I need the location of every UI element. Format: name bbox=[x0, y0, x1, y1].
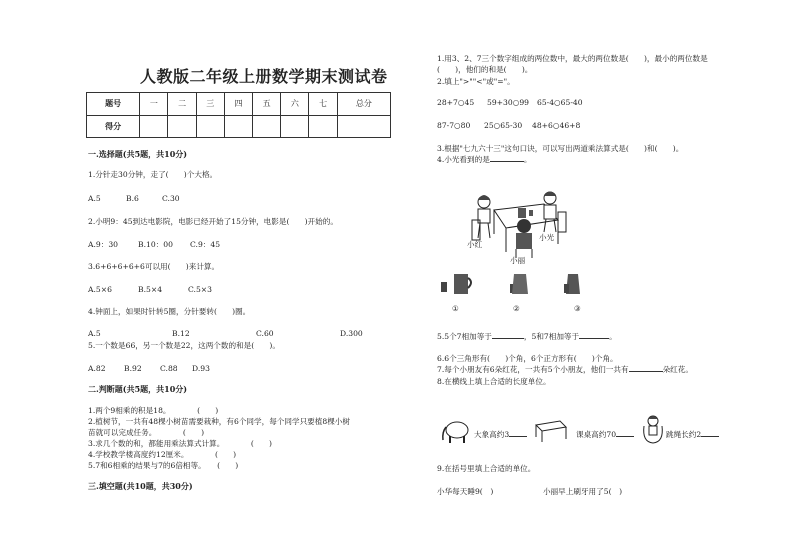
table-scene-illustration bbox=[466, 182, 576, 264]
score-cell-blank[interactable] bbox=[196, 115, 224, 138]
compare-item: 87-7○80 bbox=[437, 121, 471, 130]
option[interactable]: B.10：00 bbox=[138, 240, 173, 249]
question-text: 5.5个7相加等于 ，5和7相加等于 。 bbox=[437, 332, 617, 341]
answer-blank[interactable] bbox=[616, 436, 634, 437]
question-text: 4.学校教学楼高度约12厘米。 ( ) bbox=[88, 450, 237, 459]
score-table-cell: 二 bbox=[168, 93, 196, 116]
elephant-icon bbox=[440, 418, 470, 444]
option[interactable]: B.12 bbox=[172, 329, 190, 338]
question-text: 8.在横线上填上合适的长度单位。 bbox=[437, 377, 551, 386]
option[interactable]: C.60 bbox=[256, 329, 274, 338]
question-label: 朵红花。 bbox=[662, 365, 693, 374]
option[interactable]: B.5×4 bbox=[138, 285, 163, 294]
label-xiaohong: 小红 bbox=[467, 240, 483, 249]
unit-question bbox=[474, 430, 527, 439]
score-table-cell: 四 bbox=[224, 93, 252, 116]
answer-blank[interactable] bbox=[701, 436, 719, 437]
option[interactable]: C.30 bbox=[162, 194, 180, 203]
option[interactable]: C.5×3 bbox=[188, 285, 212, 294]
score-table-cell: 七 bbox=[309, 93, 337, 116]
score-cell-blank[interactable] bbox=[168, 115, 196, 138]
question-text: 小华每天睡9( ) bbox=[437, 487, 494, 496]
answer-blank[interactable] bbox=[490, 161, 524, 162]
score-table-score-row bbox=[87, 115, 391, 138]
option[interactable]: C.88 bbox=[160, 364, 178, 373]
question-text: 2.填上">""<"或"="。 bbox=[437, 77, 515, 86]
score-table-cell: 一 bbox=[140, 93, 168, 116]
score-table-cell: 五 bbox=[253, 93, 281, 116]
label-xiaoli: 小丽 bbox=[510, 256, 526, 265]
question-text: 苗就可以完成任务。 ( ) bbox=[88, 428, 205, 437]
compare-item: 59+30○99 bbox=[487, 98, 529, 107]
section-heading-choice: 一.选择题(共5题，共10分) bbox=[88, 149, 188, 159]
question-text: 9.在括号里填上合适的单位。 bbox=[437, 464, 536, 473]
page-title: 人教版二年级上册数学期末测试卷 bbox=[140, 67, 388, 86]
score-table bbox=[86, 92, 391, 138]
unit-question bbox=[576, 430, 634, 439]
score-table-cell: 总分 bbox=[337, 93, 390, 116]
section-heading-fill: 三.填空题(共10题，共30分) bbox=[88, 481, 193, 491]
option[interactable]: A.5 bbox=[88, 194, 101, 203]
answer-blank[interactable] bbox=[509, 436, 527, 437]
score-cell-blank[interactable] bbox=[281, 115, 309, 138]
question-text: 3.求几个数的和，都能用乘法算式计算。 ( ) bbox=[88, 439, 273, 448]
option[interactable]: B.92 bbox=[124, 364, 142, 373]
jump-rope-child-icon bbox=[642, 414, 664, 444]
option[interactable]: A.82 bbox=[88, 364, 106, 373]
unit-question bbox=[666, 430, 719, 439]
unit-label: 课桌高约70 bbox=[576, 430, 617, 439]
compare-item: 48+6○46+8 bbox=[532, 121, 581, 130]
question-text: 1.两个9相乘的积是18。 ( ) bbox=[88, 406, 219, 415]
question-label: ，5和7相加等于 bbox=[523, 332, 580, 341]
question-text: 3.根据"七九六十三"这句口诀，可以写出两道乘法算式是( )和( )。 bbox=[437, 144, 684, 153]
option[interactable]: A.5 bbox=[88, 329, 101, 338]
question-label: 7.每个小朋友有6朵红花，一共有5个小朋友，他们一共有 bbox=[437, 365, 629, 374]
score-cell-blank[interactable] bbox=[253, 115, 281, 138]
question-text: 1.用3、2、7三个数字组成的两位数中，最大的两位数是( )，最小的两位数是 bbox=[437, 54, 708, 63]
answer-blank[interactable] bbox=[629, 371, 663, 372]
score-cell-blank[interactable] bbox=[337, 115, 390, 138]
option[interactable]: C.9：45 bbox=[190, 240, 221, 249]
option[interactable]: D.300 bbox=[340, 329, 363, 338]
score-table-header-row bbox=[87, 93, 391, 116]
question-text: 小丽早上刷牙用了5( ) bbox=[543, 487, 623, 496]
option[interactable]: D.93 bbox=[192, 364, 210, 373]
question-label: 5.5个7相加等于 bbox=[437, 332, 492, 341]
section-heading-judge: 二.判断题(共5题，共10分) bbox=[88, 384, 188, 394]
unit-label: 大象高约3 bbox=[474, 430, 510, 439]
unit-label: 跳绳长约2 bbox=[666, 430, 702, 439]
question-label: 4.小光看到的是 bbox=[437, 155, 490, 164]
question-text bbox=[437, 365, 693, 374]
choice-label[interactable]: ① bbox=[452, 304, 459, 313]
question-text: 2.植树节，一共有48棵小树苗需要栽种，有6个同学，每个同学只要植8棵小树 bbox=[88, 417, 350, 426]
option[interactable]: B.6 bbox=[126, 194, 139, 203]
question-text: 2.小明9：45到达电影院，电影已经开始了15分钟，电影是( )开始的。 bbox=[88, 217, 338, 226]
score-table-cell: 三 bbox=[196, 93, 224, 116]
choice-label[interactable]: ② bbox=[513, 304, 520, 313]
option[interactable]: A.9：30 bbox=[88, 240, 118, 249]
desk-icon bbox=[534, 419, 568, 443]
answer-blank[interactable] bbox=[579, 338, 609, 339]
score-cell-blank[interactable] bbox=[224, 115, 252, 138]
question-text: 4.钟面上，如果时针转5圈，分针要转( )圈。 bbox=[88, 307, 251, 316]
question-text: ( )，他们的和是( )。 bbox=[437, 65, 533, 74]
view-options-illustration bbox=[438, 270, 588, 296]
compare-item: 65-4○65-40 bbox=[537, 98, 583, 107]
question-text: 5.一个数是66，另一个数是22，这两个数的和是( )。 bbox=[88, 341, 280, 350]
score-table-cell: 得分 bbox=[87, 115, 140, 138]
label-xiaoguang: 小光 bbox=[539, 233, 555, 242]
compare-item: 25○65-30 bbox=[484, 121, 523, 130]
option[interactable]: A.5×6 bbox=[88, 285, 112, 294]
compare-item: 28+7○45 bbox=[437, 98, 475, 107]
score-cell-blank[interactable] bbox=[140, 115, 168, 138]
score-table-cell: 题号 bbox=[87, 93, 140, 116]
score-table-cell: 六 bbox=[281, 93, 309, 116]
answer-blank[interactable] bbox=[492, 338, 524, 339]
score-cell-blank[interactable] bbox=[309, 115, 337, 138]
question-text: 6.6个三角形有( )个角，6个正方形有( )个角。 bbox=[437, 354, 618, 363]
question-text: 1.分针走30分钟，走了( )个大格。 bbox=[88, 170, 218, 179]
question-text: 4.小光看到的是 。 bbox=[437, 155, 532, 164]
choice-label[interactable]: ③ bbox=[574, 304, 581, 313]
question-text: 5.7和6相乘的结果与7的6倍相等。 ( ) bbox=[88, 461, 239, 470]
question-text: 3.6+6+6+6+6可以用( )来计算。 bbox=[88, 262, 220, 271]
